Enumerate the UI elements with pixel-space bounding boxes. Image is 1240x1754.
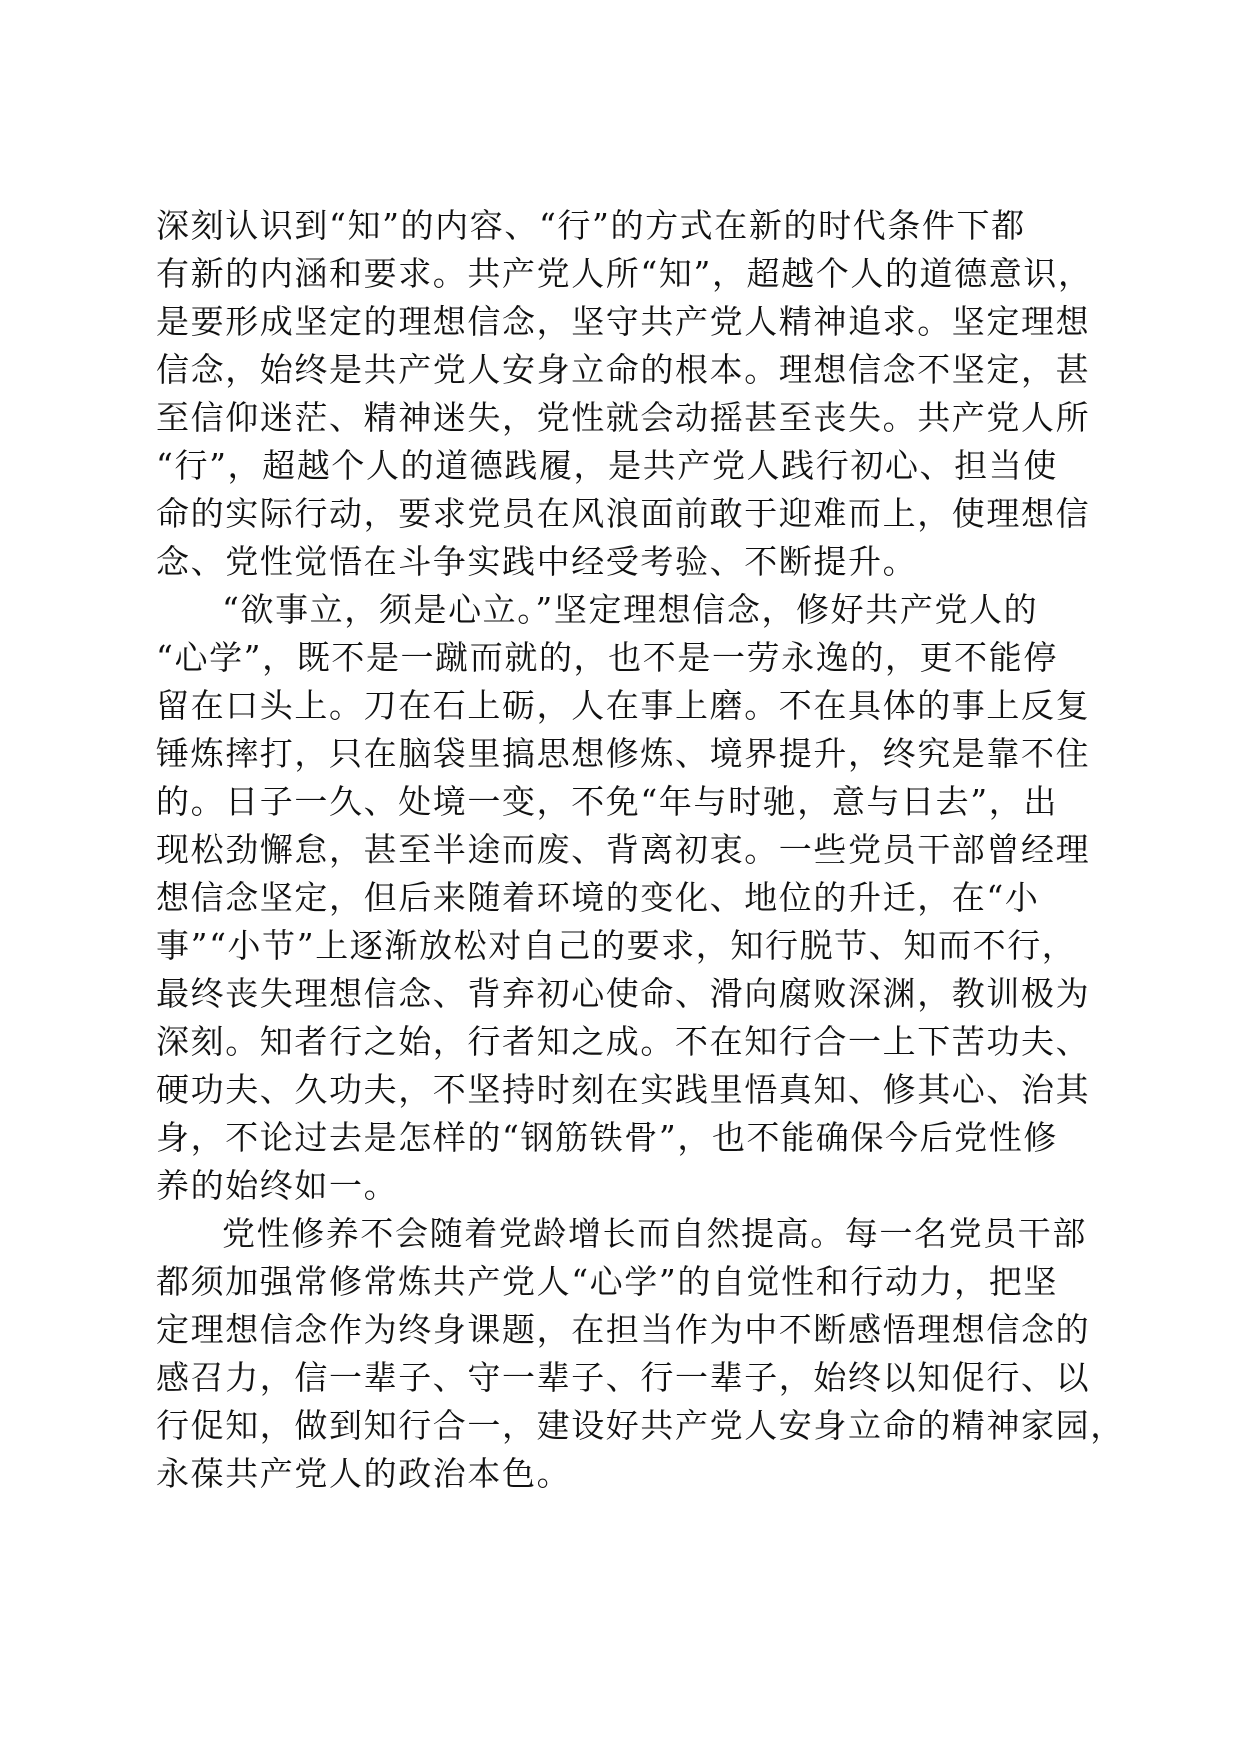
text-line: 行促知，做到知行合一，建设好共产党人安身立命的精神家园， <box>156 1406 1125 1445</box>
paragraph-first-line: “欲事立，须是心立。”坚定理想信念，修好共产党人的 <box>222 590 1039 629</box>
text-line: 是要形成坚定的理想信念，坚守共产党人精神追求。坚定理想 <box>156 302 1091 341</box>
text-line: 命的实际行动，要求党员在风浪面前敢于迎难而上，使理想信 <box>156 494 1091 533</box>
text-line: 念、党性觉悟在斗争实践中经受考验、不断提升。 <box>156 542 918 581</box>
text-line: 锤炼摔打，只在脑袋里搞思想修炼、境界提升，终究是靠不住 <box>156 734 1091 773</box>
text-line: 现松劲懈怠，甚至半途而废、背离初衷。一些党员干部曾经理 <box>156 830 1091 869</box>
text-line: 至信仰迷茫、精神迷失，党性就会动摇甚至丧失。共产党人所 <box>156 398 1091 437</box>
text-line: “行”，超越个人的道德践履，是共产党人践行初心、担当使 <box>156 446 1058 485</box>
paragraph-first-line: 党性修养不会随着党龄增长而自然提高。每一名党员干部 <box>222 1214 1087 1253</box>
text-line: 想信念坚定，但后来随着环境的变化、地位的升迁，在“小 <box>156 878 1040 917</box>
text-line: 最终丧失理想信念、背弃初心使命、滑向腐败深渊，教训极为 <box>156 974 1091 1013</box>
text-line: 身，不论过去是怎样的“钢筋铁骨”，也不能确保今后党性修 <box>156 1118 1058 1157</box>
text-line: 的。日子一久、处境一变，不免“年与时驰，意与日去”，出 <box>156 782 1058 821</box>
text-line: 事”“小节”上逐渐放松对自己的要求，知行脱节、知而不行， <box>156 926 1077 965</box>
document-body <box>156 202 1125 1498</box>
text-line: 养的始终如一。 <box>156 1166 399 1205</box>
text-line: 有新的内涵和要求。共产党人所“知”，超越个人的道德意识， <box>156 254 1093 293</box>
text-line: 深刻认识到“知”的内容、“行”的方式在新的时代条件下都 <box>156 206 1026 245</box>
text-line: 定理想信念作为终身课题，在担当作为中不断感悟理想信念的 <box>156 1310 1091 1349</box>
text-line: 永葆共产党人的政治本色。 <box>156 1454 572 1493</box>
text-line: 硬功夫、久功夫，不坚持时刻在实践里悟真知、修其心、治其 <box>156 1070 1091 1109</box>
text-line: 信念，始终是共产党人安身立命的根本。理想信念不坚定，甚 <box>156 350 1091 389</box>
text-line: 都须加强常修常炼共产党人“心学”的自觉性和行动力，把坚 <box>156 1262 1058 1301</box>
text-line: “心学”，既不是一蹴而就的，也不是一劳永逸的，更不能停 <box>156 638 1058 677</box>
text-line: 深刻。知者行之始，行者知之成。不在知行合一上下苦功夫、 <box>156 1022 1091 1061</box>
text-line: 感召力，信一辈子、守一辈子、行一辈子，始终以知促行、以 <box>156 1358 1091 1397</box>
text-line: 留在口头上。刀在石上砺，人在事上磨。不在具体的事上反复 <box>156 686 1091 725</box>
